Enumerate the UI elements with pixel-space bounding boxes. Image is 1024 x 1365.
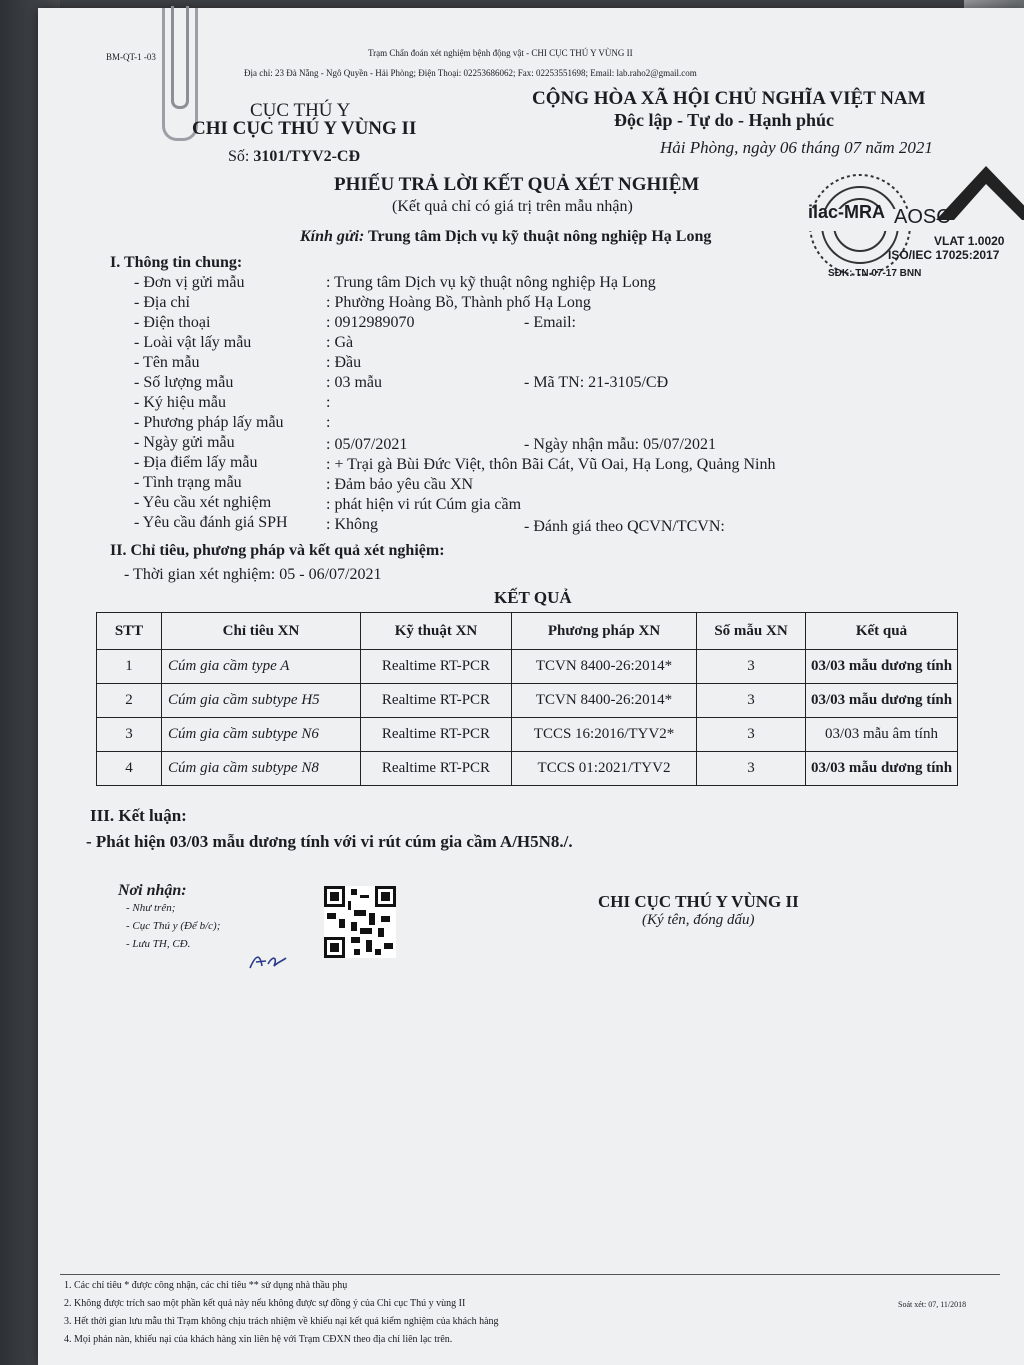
lab-name: Trạm Chẩn đoán xét nghiệm bệnh động vật - CHI CỤC THÚ Y VÙNG II: [368, 48, 633, 58]
info-label: - Điện thoại: [134, 314, 211, 331]
qr-code: [324, 886, 396, 958]
footnote: 2. Không được trích sao một phần kết quả này nếu không được sự đồng ý của Chi cục Thú y vùng II: [64, 1298, 466, 1309]
section3-heading: III. Kết luận:: [90, 806, 187, 825]
doc-number-value: 3101/TYV2-CĐ: [253, 148, 361, 165]
sdk-number: SĐK: TN 07-17 BNN: [828, 268, 922, 279]
cell-method: TCCS 01:2021/TYV2: [512, 752, 697, 786]
cell-stt: 4: [97, 752, 162, 786]
cell-result: 03/03 mẫu dương tính: [806, 752, 958, 786]
results-table: [96, 612, 958, 786]
info-value: : 03 mẫu: [326, 374, 382, 391]
addressee-label: Kính gửi:: [300, 228, 365, 245]
cell-result: 03/03 mẫu âm tính: [806, 718, 958, 752]
info-value: : Đảm bảo yêu cầu XN: [326, 476, 474, 493]
info-value: : phát hiện vi rút Cúm gia cầm: [326, 496, 522, 513]
info-label: - Loài vật lấy mẫu: [134, 334, 252, 351]
cell-stt: 2: [97, 684, 162, 718]
lab-address: Địa chỉ: 23 Đà Nẵng - Ngô Quyền - Hải Phòng; Điện Thoại: 02253686062; Fax: 02253551698; Email: lab.raho2@gmail.com: [244, 68, 697, 78]
ilac-mra-text: ilac-MRA: [808, 202, 886, 222]
section2-heading: II. Chỉ tiêu, phương pháp và kết quả xét nghiệm:: [110, 542, 445, 559]
recipient-item: - Cục Thú y (Để b/c);: [126, 920, 221, 932]
info-label: - Yêu cầu đánh giá SPH: [134, 514, 288, 531]
iso-standard: ISO/IEC 17025:2017: [888, 248, 1000, 262]
info-extra: - Đánh giá theo QCVN/TCVN:: [524, 518, 725, 535]
cell-technique: Realtime RT-PCR: [361, 650, 512, 684]
info-value: : Phường Hoàng Bồ, Thành phố Hạ Long: [326, 294, 591, 311]
initials-signature: [248, 952, 288, 972]
test-time: - Thời gian xét nghiệm: 05 - 06/07/2021: [124, 566, 382, 583]
col-header-test: Chỉ tiêu XN: [162, 613, 361, 650]
cell-stt: 3: [97, 718, 162, 752]
cell-sample-count: 3: [697, 752, 806, 786]
info-value: : + Trại gà Bùi Đức Việt, thôn Bãi Cát, Vũ Oai, Hạ Long, Quảng Ninh: [326, 456, 776, 473]
info-extra: - Mã TN: 21-3105/CĐ: [524, 374, 669, 391]
col-header-technique: Kỹ thuật XN: [361, 613, 512, 650]
results-title: KẾT QUẢ: [494, 588, 572, 607]
col-header-result: Kết quả: [806, 613, 958, 650]
table-row: [97, 684, 958, 718]
cell-test: Cúm gia cầm subtype N6: [162, 718, 361, 752]
col-header-method: Phương pháp XN: [512, 613, 697, 650]
signatory-note: (Ký tên, đóng dấu): [642, 912, 755, 928]
date-line: Hải Phòng, ngày 06 tháng 07 năm 2021: [660, 138, 933, 157]
footnote: 1. Các chỉ tiêu * được công nhận, các chỉ tiêu ** sử dụng nhà thầu phụ: [64, 1280, 348, 1291]
cell-technique: Realtime RT-PCR: [361, 718, 512, 752]
info-label: - Địa điểm lấy mẫu: [134, 454, 258, 471]
info-label: - Ngày gửi mẫu: [134, 434, 235, 451]
info-value: : 05/07/2021: [326, 436, 408, 453]
cell-sample-count: 3: [697, 718, 806, 752]
info-value: :: [326, 414, 331, 431]
cell-sample-count: 3: [697, 650, 806, 684]
section1-heading: I. Thông tin chung:: [110, 254, 243, 271]
info-label: - Địa chỉ: [134, 294, 190, 311]
table-header-row: [97, 613, 958, 650]
cell-method: TCCS 16:2016/TYV2*: [512, 718, 697, 752]
cell-result: 03/03 mẫu dương tính: [806, 650, 958, 684]
cell-technique: Realtime RT-PCR: [361, 752, 512, 786]
cell-stt: 1: [97, 650, 162, 684]
info-value: :: [326, 394, 331, 411]
conclusion-text: - Phát hiện 03/03 mẫu dương tính với vi rút cúm gia cầm A/H5N8./.: [86, 832, 573, 851]
cell-sample-count: 3: [697, 684, 806, 718]
aosc-text: AOSC: [894, 206, 951, 228]
info-value: : 0912989070: [326, 314, 415, 331]
cell-test: Cúm gia cầm subtype N8: [162, 752, 361, 786]
cell-result: 03/03 mẫu dương tính: [806, 684, 958, 718]
recipient-item: - Lưu TH, CĐ.: [126, 938, 191, 950]
table-row: [97, 650, 958, 684]
recipient-item: - Như trên;: [126, 902, 176, 914]
footer-divider: [60, 1274, 1000, 1275]
cell-method: TCVN 8400-26:2014*: [512, 684, 697, 718]
nation-motto: Độc lập - Tự do - Hạnh phúc: [614, 110, 835, 130]
info-label: - Số lượng mẫu: [134, 374, 234, 391]
doc-number-label: Số:: [228, 148, 250, 165]
table-row: [97, 752, 958, 786]
info-label: - Đơn vị gửi mẫu: [134, 274, 245, 291]
info-label: - Phương pháp lấy mẫu: [134, 414, 284, 431]
document-page: [38, 8, 1024, 1365]
info-extra: - Ngày nhận mẫu: 05/07/2021: [524, 436, 716, 453]
info-label: - Tình trạng mẫu: [134, 474, 242, 491]
cell-test: Cúm gia cầm subtype H5: [162, 684, 361, 718]
agency-name: CHI CỤC THÚ Y VÙNG II: [192, 118, 417, 139]
cell-method: TCVN 8400-26:2014*: [512, 650, 697, 684]
footnote: 3. Hết thời gian lưu mẫu thì Trạm không chịu trách nhiệm về khiếu nại kết quả kiểm nghiệm của khách hàng: [64, 1316, 499, 1327]
col-header-sample-count: Số mẫu XN: [697, 613, 806, 650]
info-value: : Đầu: [326, 354, 362, 371]
table-row: [97, 718, 958, 752]
nation-title: CỘNG HÒA XÃ HỘI CHỦ NGHĨA VIỆT NAM: [532, 88, 926, 109]
vlat-code: VLAT 1.0020: [934, 234, 1005, 248]
cell-technique: Realtime RT-PCR: [361, 684, 512, 718]
info-extra: - Email:: [524, 314, 576, 331]
info-value: : Không: [326, 516, 378, 533]
recipients-heading: Nơi nhận:: [118, 882, 187, 899]
info-label: - Yêu cầu xét nghiệm: [134, 494, 272, 511]
footnote: 4. Mọi phản nàn, khiếu nại của khách hàng xin liên hệ với Trạm CĐXN theo địa chỉ liên lạc trên.: [64, 1334, 453, 1345]
doc-subtitle: (Kết quả chỉ có giá trị trên mẫu nhận): [392, 198, 633, 215]
info-label: - Tên mẫu: [134, 354, 200, 371]
addressee: [300, 228, 711, 246]
col-header-stt: STT: [97, 613, 162, 650]
info-label: - Ký hiệu mẫu: [134, 394, 226, 411]
revision-note: Soát xét: 07, 11/2018: [898, 1300, 967, 1309]
cell-test: Cúm gia cầm type A: [162, 650, 361, 684]
signatory-name: CHI CỤC THÚ Y VÙNG II: [598, 892, 799, 911]
doc-number: [228, 148, 360, 166]
addressee-value: Trung tâm Dịch vụ kỹ thuật nông nghiệp Hạ Long: [368, 228, 712, 245]
doc-title: PHIẾU TRẢ LỜI KẾT QUẢ XÉT NGHIỆM: [334, 174, 700, 195]
agency-parent: CỤC THÚ Y: [250, 100, 351, 121]
info-value: : Gà: [326, 334, 354, 351]
form-code: BM-QT-1 -03: [106, 52, 156, 62]
info-value: : Trung tâm Dịch vụ kỹ thuật nông nghiệp Hạ Long: [326, 274, 656, 291]
